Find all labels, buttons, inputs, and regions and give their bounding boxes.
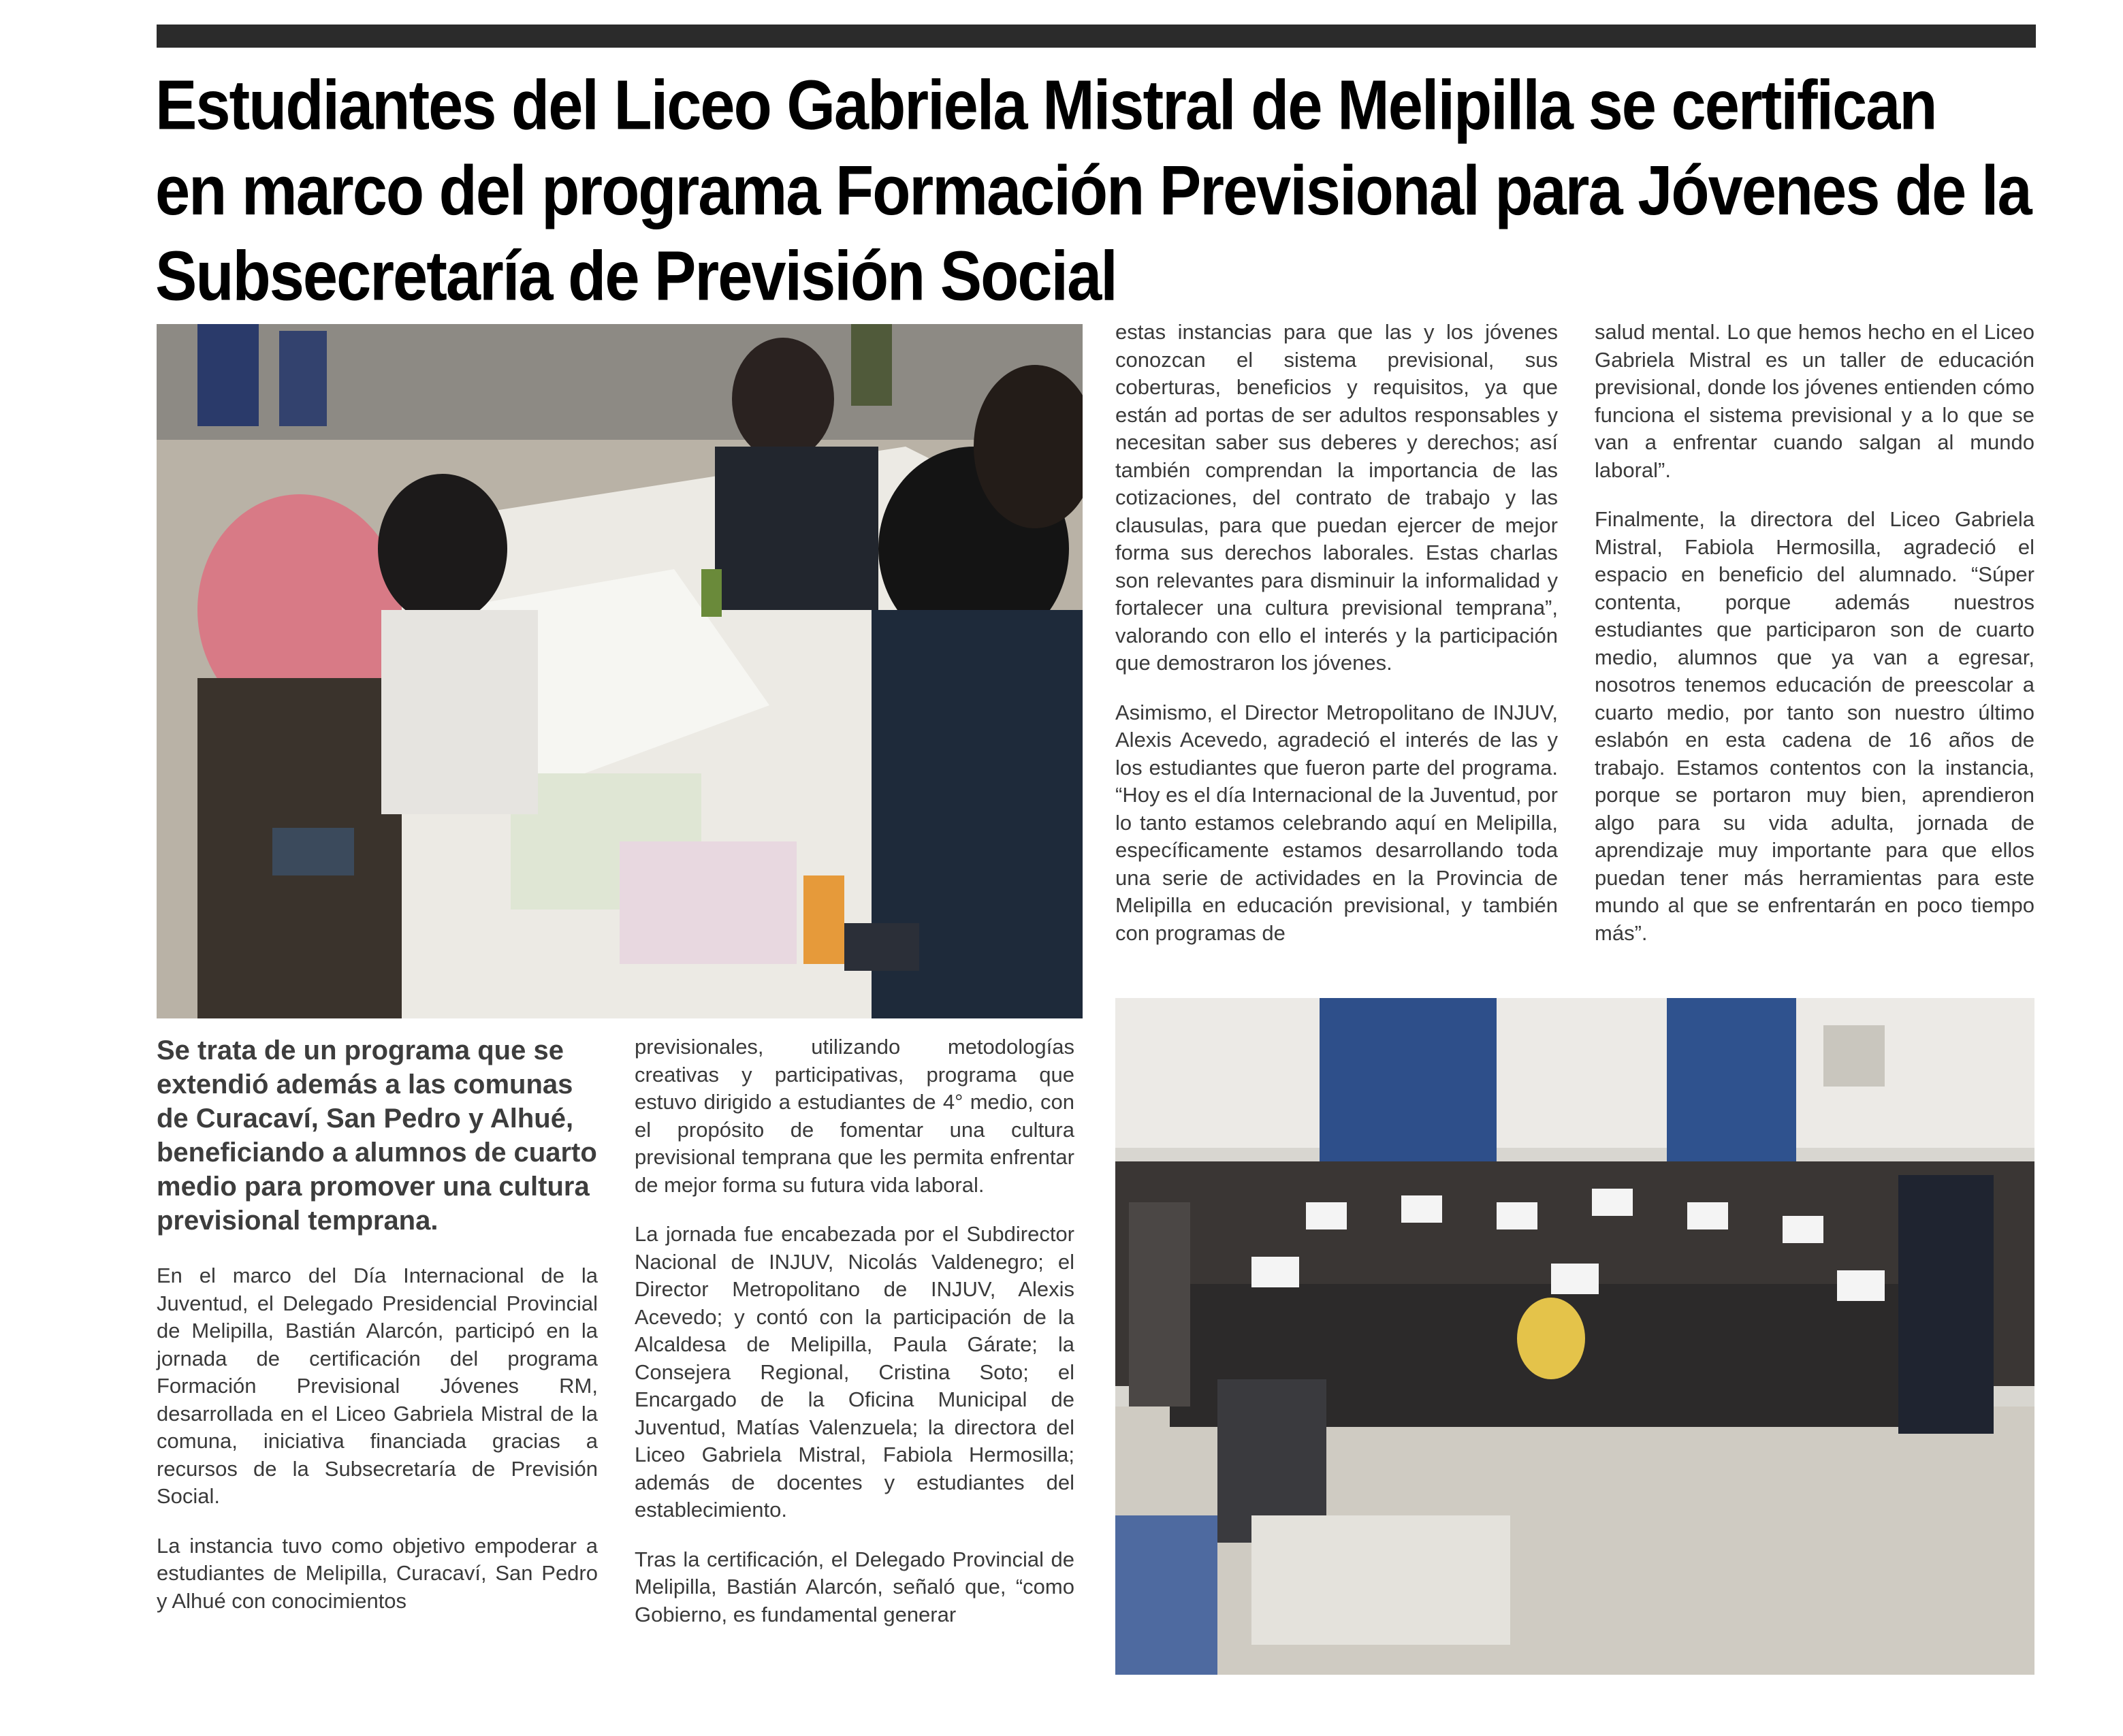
top-rule-bar [157, 25, 2036, 48]
col1-paragraph-2: La instancia tuvo como objetivo empoderar a estudiantes de Melipilla, Curacaví, San Pedro y Alhué con conocimientos [157, 1533, 598, 1613]
headline-line-1: Estudiantes del Liceo Gabriela Mistral de Melipilla se certifican [155, 66, 1936, 144]
col1-paragraph-1: En el marco del Día Internacional de la Juventud, el Delegado Presidencial Provincial de Melipilla, Bastián Alarcón, participó en la jornada de certificación del programa Formación Previsional Jóvenes RM, desarrollada en el Liceo Gabriela Mistral de la comuna, iniciativa financiada gracias a recursos de la Subsecretaría de Previsión Social. [157, 1264, 598, 1508]
col4-paragraph-2: Finalmente, la directora del Liceo Gabriela Mistral, Fabiola Hermosilla, agradeció el espacio en beneficio del alumnado. “Súper contenta, porque además nuestros estudiantes que participaron son de cuarto medio, alumnos que ya van a egresar, nosotros tenemos educación de preescolar a cuarto medio, por tanto son nuestro último eslabón en esta cadena de 16 años de trabajo. Estamos contentos con la instancia, porque se portaron muy bien, aprendieron algo para su vida adulta, jornada de aprendizaje muy importante para que ellos puedan tener más herramientas para este mundo al que se enfrentarán en poco tiempo más”. [1595, 507, 2034, 945]
column-4 [1595, 319, 2034, 969]
article-headline [155, 63, 2031, 319]
column-1 [157, 1033, 598, 1637]
headline-line-3: Subsecretaría de Previsión Social [155, 237, 1117, 315]
headline-line-2: en marco del programa Formación Previsional para Jóvenes de la [155, 152, 2031, 230]
column-3 [1115, 319, 1558, 969]
col4-paragraph-1: salud mental. Lo que hemos hecho en el Liceo Gabriela Mistral es un taller de educación previsional, donde los jóvenes entienden cómo funciona el sistema previsional y a lo que se van a enfrentar cuando salgan al mundo laboral”. [1595, 320, 2034, 482]
col2-paragraph-1: previsionales, utilizando metodologías creativas y participativas, programa que estuvo dirigido a estudiantes de 4° medio, con el propósito de fomentar una cultura previsional temprana que les permita enfrentar de mejor forma su futura vida laboral. [635, 1035, 1074, 1197]
lead-paragraph: Se trata de un programa que se extendió además a las comunas de Curacaví, San Pedro y Alhué, beneficiando a alumnos de cuarto medio para promover una cultura previsional temprana. [157, 1035, 597, 1236]
photo-group-certificates [1115, 998, 2034, 1675]
col3-paragraph-1: estas instancias para que las y los jóvenes conozcan el sistema previsional, sus coberturas, beneficios y requisitos, ya que están ad portas de ser adultos responsables y necesitan saber sus deberes y derechos; así también comprendan la importancia de las cotizaciones, del contrato de trabajo y las clausulas, para que puedan ejercer de mejor forma sus derechos laborales. Estas charlas son relevantes para disminuir la informalidad y fortalecer una cultura previsional temprana”, valorando con ello el interés y la participación que demostraron los jóvenes. [1115, 320, 1558, 675]
col3-paragraph-2: Asimismo, el Director Metropolitano de INJUV, Alexis Acevedo, agradeció el interés de las y los estudiantes que fueron parte del programa. “Hoy es el día Internacional de la Juventud, por lo tanto estamos celebrando aquí en Melipilla, específicamente estamos desarrollando toda una serie de actividades en la Provincia de Melipilla en educación previsional, y también con programas de [1115, 700, 1558, 945]
col2-paragraph-3: Tras la certificación, el Delegado Provincial de Melipilla, Bastián Alarcón, señaló que, “como Gobierno, es fundamental generar [635, 1547, 1074, 1626]
col2-paragraph-2: La jornada fue encabezada por el Subdirector Nacional de INJUV, Nicolás Valdenegro; el Director Metropolitano de INJUV, Alexis Acevedo; y contó con la participación de la Alcaldesa de Melipilla, Paula Gárate; la Consejera Regional, Cristina Soto; el Encargado de la Oficina Municipal de Juventud, Matías Valenzuela; la directora del Liceo Gabriela Mistral, Fabiola Hermosilla; además de docentes y estudiantes del establecimiento. [635, 1222, 1074, 1522]
photo-students-workshop [157, 324, 1083, 1018]
column-2 [635, 1033, 1074, 1650]
